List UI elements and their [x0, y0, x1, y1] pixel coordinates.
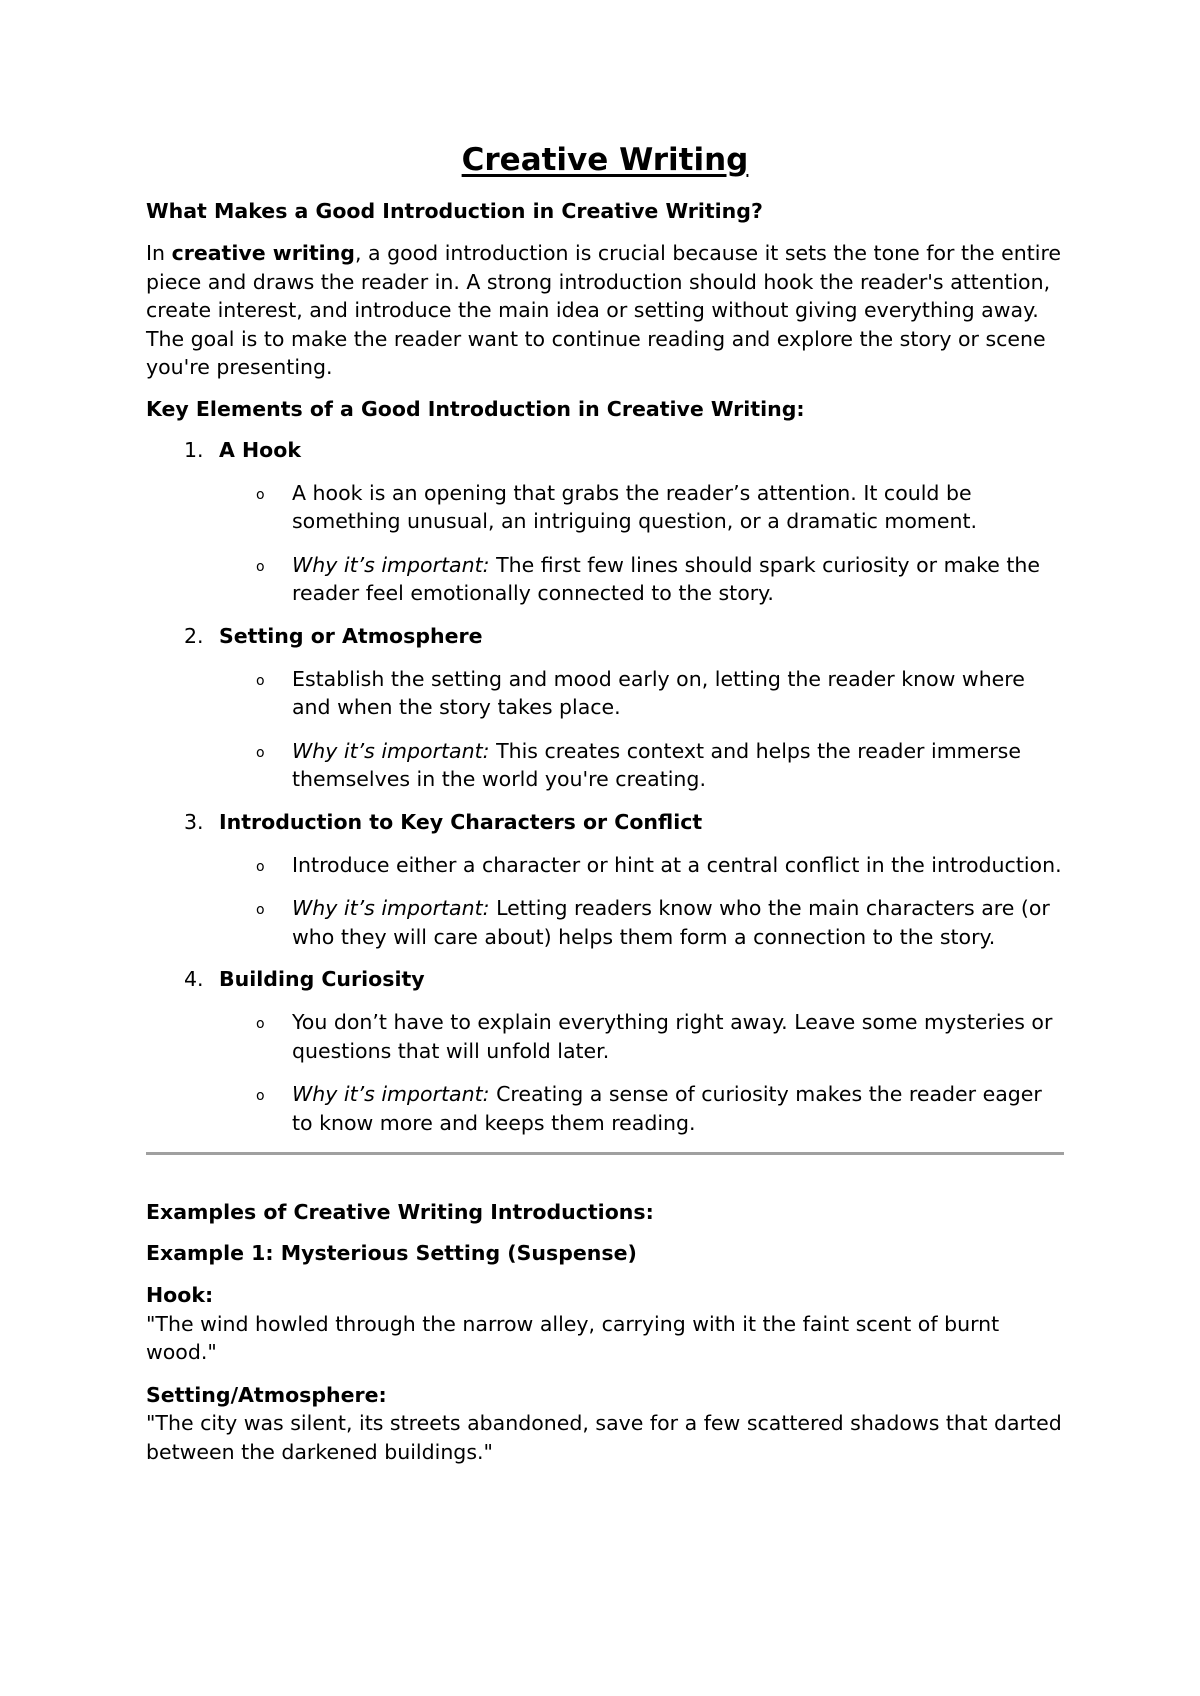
setting-example: [146, 1381, 1064, 1467]
bullet-text: Creating a sense of curiosity makes the reader eager to know more and keeps them reading.: [292, 1082, 1042, 1135]
bullet-item: [146, 737, 1064, 794]
bullet-text: A hook is an opening that grabs the reader’s attention. It could be something unusual, an intriguing question, or a dramatic moment.: [292, 480, 977, 533]
bullet-emphasis: Why it’s important:: [292, 1082, 490, 1106]
list-item-label: Introduction to Key Characters or Conflict: [219, 809, 703, 834]
bullet-item: [146, 1008, 1064, 1065]
list-item-curiosity: [146, 966, 1064, 1137]
horizontal-divider: [146, 1152, 1064, 1155]
bullet-icon: o: [256, 858, 265, 875]
list-item-characters: [146, 809, 1064, 952]
intro-text-start: In: [146, 241, 172, 265]
bullet-icon: o: [256, 486, 265, 503]
hook-label: Hook:: [146, 1283, 214, 1307]
intro-text-rest: , a good introduction is crucial because it sets the tone for the entire piece and draws the reader in. A strong introduction should hook the reader's attention, create interest, and introduce the main idea or setting without giving everything away. The goal is to make the reader want to continue reading and explore the story or scene you're presenting.: [146, 241, 1062, 379]
intro-heading: What Makes a Good Introduction in Creative Writing?: [146, 199, 763, 223]
bullet-text: The first few lines should spark curiosity or make the reader feel emotionally connected to the story.: [292, 552, 1041, 605]
bullet-icon: o: [256, 672, 265, 689]
list-item-label: A Hook: [219, 437, 301, 462]
bullet-icon: o: [256, 744, 265, 761]
bullet-text: Letting readers know who the main characters are (or who they will care about) helps them form a connection to the story.: [292, 896, 1050, 949]
bullet-text: Introduce either a character or hint at a central conflict in the introduction.: [292, 852, 1062, 877]
list-number: 2.: [184, 623, 204, 648]
sub-bullets: [219, 479, 1064, 608]
bullet-text: Establish the setting and mood early on, letting the reader know where and when the story takes place.: [292, 666, 1025, 719]
sub-bullets: [219, 665, 1064, 794]
bullet-item: [146, 851, 1064, 880]
document-page: [146, 140, 1064, 1480]
bullet-icon: o: [256, 902, 265, 918]
list-item-label: Setting or Atmosphere: [219, 623, 483, 648]
bullet-icon: o: [256, 1016, 265, 1032]
sub-bullets: [219, 1008, 1064, 1137]
bullet-emphasis: Why it’s important:: [292, 896, 490, 920]
bullet-icon: o: [256, 1088, 265, 1104]
list-number: 1.: [184, 437, 204, 462]
list-number: 3.: [184, 809, 204, 834]
example-1-heading: Example 1: Mysterious Setting (Suspense): [146, 1241, 637, 1265]
sub-bullets: [219, 851, 1064, 952]
bullet-text: This creates context and helps the reader immerse themselves in the world you're creating.: [292, 738, 1021, 791]
document-title: Creative Writing: [461, 142, 749, 178]
list-item-setting: [146, 623, 1064, 794]
key-elements-heading: Key Elements of a Good Introduction in Creative Writing:: [146, 396, 805, 421]
hook-text: "The wind howled through the narrow alley, carrying with it the faint scent of burnt wood.": [146, 1311, 1000, 1364]
list-item-label: Building Curiosity: [219, 967, 425, 991]
bullet-item: [146, 894, 1064, 951]
setting-text: "The city was silent, its streets abandoned, save for a few scattered shadows that darted between the darkened buildings.": [146, 1411, 1062, 1464]
setting-label: Setting/Atmosphere:: [146, 1382, 387, 1407]
bullet-item: [146, 1080, 1064, 1137]
bullet-emphasis: Why it’s important:: [292, 552, 490, 577]
examples-heading: Examples of Creative Writing Introductions:: [146, 1200, 654, 1224]
bullet-item: [146, 479, 1064, 536]
bullet-emphasis: Why it’s important:: [292, 738, 490, 763]
list-number: 4.: [184, 967, 204, 991]
bullet-item: [146, 665, 1064, 722]
intro-bold-term: creative writing: [171, 241, 355, 265]
list-item-hook: [146, 437, 1064, 608]
bullet-text: You don’t have to explain everything right away. Leave some mysteries or questions that will unfold later.: [292, 1010, 1053, 1063]
hook-example: [146, 1281, 1064, 1367]
bullet-icon: o: [256, 558, 265, 575]
intro-paragraph: [146, 239, 1064, 382]
bullet-item: [146, 551, 1064, 608]
